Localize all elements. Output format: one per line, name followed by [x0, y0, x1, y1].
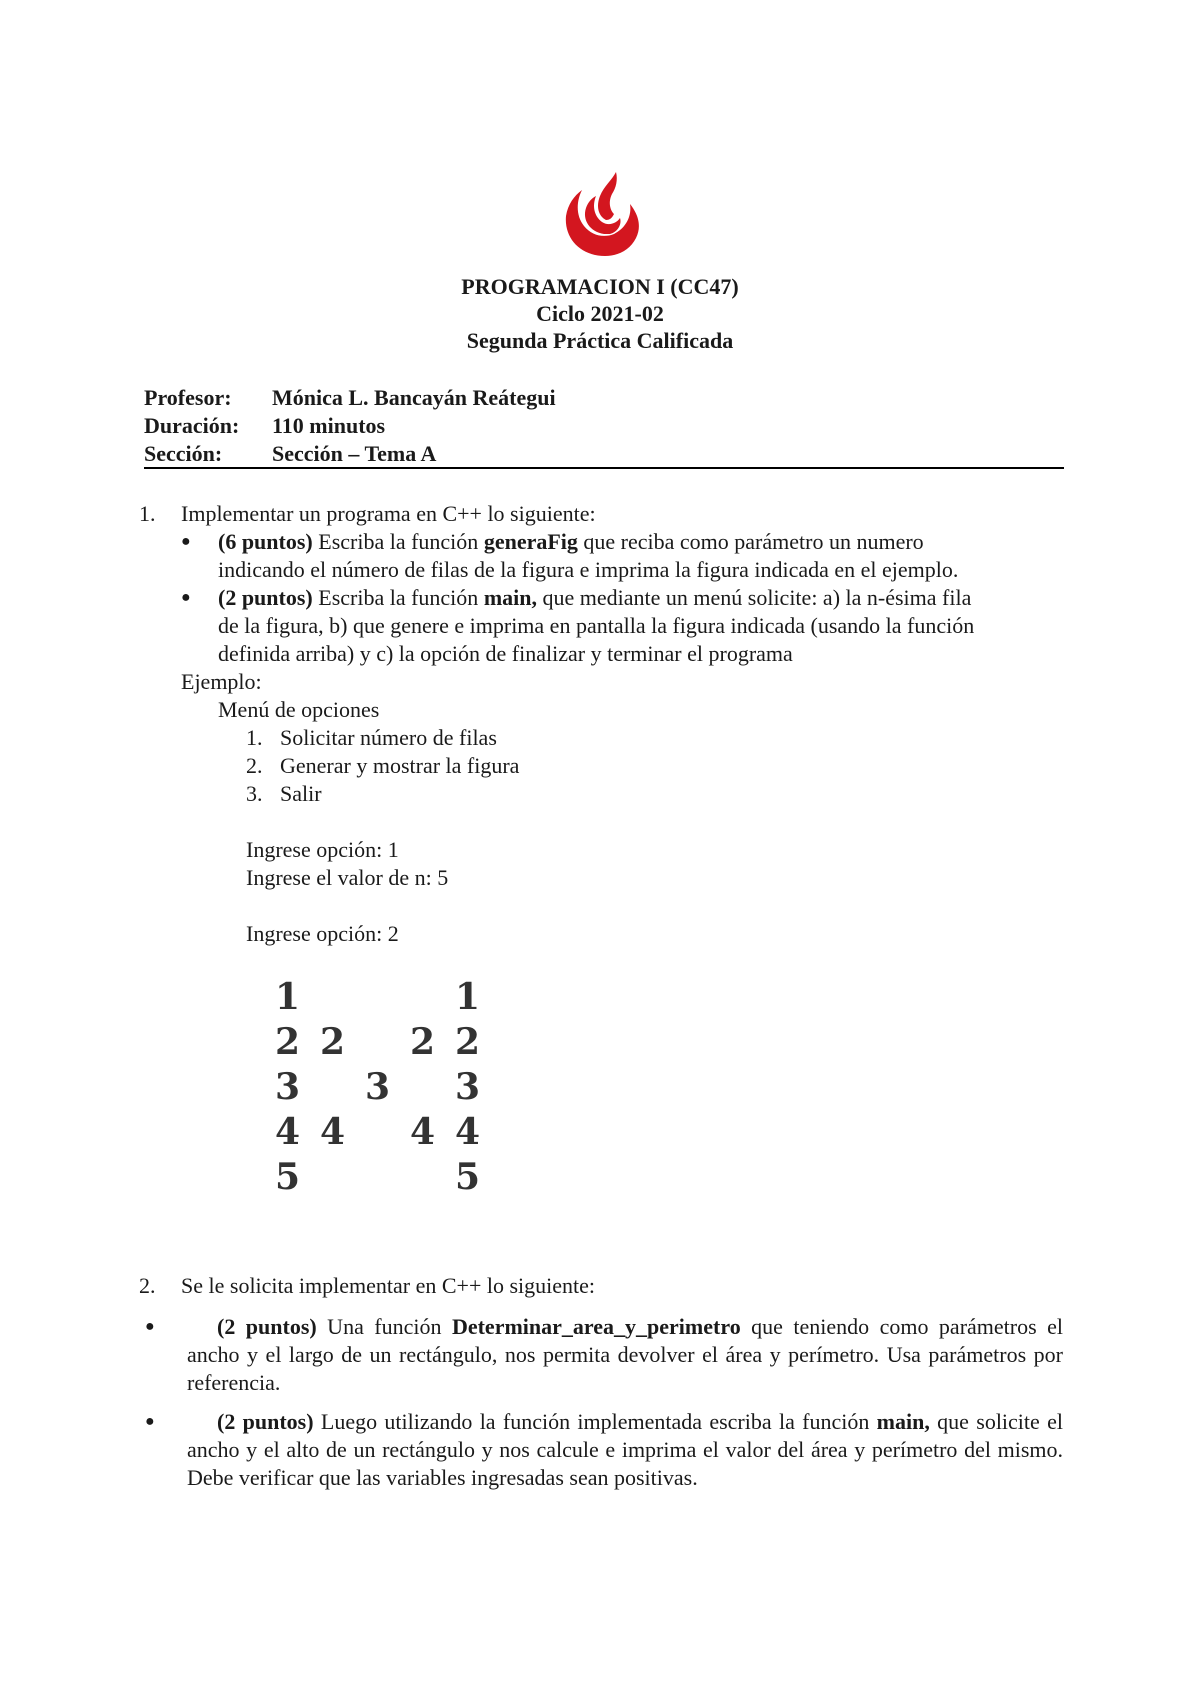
q2-b2-text: Luego utilizando la función implementada escriba la función	[313, 1409, 877, 1434]
console-line: Ingrese opción: 1	[246, 837, 399, 862]
q1-b2-function: main,	[483, 585, 537, 610]
q1-number: 1.	[139, 501, 156, 526]
q2-intro-text: Se le solicita implementar en C++ lo siguiente:	[181, 1273, 596, 1298]
upc-flame-logo	[560, 170, 650, 260]
q1-b2-text: que mediante un menú solicite: a) la n-ésima fila	[537, 585, 972, 610]
menu-item-number: 2.	[246, 753, 263, 778]
menu-item	[246, 752, 519, 780]
bullet-icon: ●	[181, 533, 191, 550]
course-title: PROGRAMACION I (CC47)	[461, 274, 739, 299]
figure-digit: 2	[275, 1021, 301, 1063]
console-line: Ingrese el valor de n: 5	[246, 865, 449, 890]
figure-digit: 1	[455, 976, 481, 1018]
meta-row-duration	[144, 412, 556, 440]
figure-digit: 4	[275, 1111, 301, 1153]
figure-digit: 1	[275, 976, 301, 1018]
meta-row-professor	[144, 384, 556, 412]
figure-digit: 3	[455, 1066, 481, 1108]
figure-digit: 5	[455, 1156, 481, 1198]
cycle-title: Ciclo 2021-02	[536, 301, 664, 326]
bullet-icon: ●	[145, 1413, 155, 1430]
q1-bullet-1	[181, 528, 1061, 584]
q2-b1-function: Determinar_area_y_perimetro	[451, 1314, 741, 1339]
meta-value: Mónica L. Bancayán Reátegui	[272, 385, 556, 410]
meta-label: Sección:	[144, 441, 223, 466]
q2-b2-function: main,	[876, 1409, 930, 1434]
q2-number: 2.	[139, 1273, 156, 1298]
bullet-icon: ●	[181, 589, 191, 606]
menu-item-number: 3.	[246, 781, 263, 806]
figure-digit: 4	[410, 1111, 436, 1153]
exam-meta	[144, 384, 556, 468]
q2-intro	[139, 1272, 595, 1300]
q2-b1-text: Una función	[316, 1314, 452, 1339]
menu-list	[246, 724, 519, 808]
meta-label: Profesor:	[144, 385, 232, 410]
q1-b2-text: definida arriba) y c) la opción de finalizar y terminar el programa	[218, 641, 793, 666]
q1-intro	[139, 500, 596, 528]
meta-value: 110 minutos	[272, 413, 386, 438]
q1-b2-text: Escriba la función	[312, 585, 484, 610]
menu-title: Menú de opciones	[218, 697, 380, 722]
q2-b2-points: (2 puntos)	[217, 1409, 314, 1434]
console-line: Ingrese opción: 2	[246, 921, 399, 946]
figure-digit: 3	[365, 1066, 391, 1108]
figure-digit: 4	[320, 1111, 346, 1153]
menu-item	[246, 780, 519, 808]
menu-item-number: 1.	[246, 725, 263, 750]
menu-item-text: Salir	[280, 781, 322, 806]
exam-title: Segunda Práctica Calificada	[466, 328, 734, 353]
figure-digit: 2	[455, 1021, 481, 1063]
menu-item	[246, 724, 519, 752]
q1-bullet-2	[181, 584, 1061, 668]
example-label: Ejemplo:	[181, 669, 262, 694]
q1-b1-text: Escriba la función	[312, 529, 484, 554]
q1-b2-text: de la figura, b) que genere e imprima en pantalla la figura indicada (usando la función	[218, 613, 975, 638]
q2-bullet-1	[145, 1313, 1063, 1397]
meta-value: Sección – Tema A	[272, 441, 437, 466]
header-divider	[144, 467, 1064, 469]
q1-b2-points: (2 puntos)	[218, 585, 313, 610]
q2-b1-points: (2 puntos)	[217, 1314, 317, 1339]
bullet-icon: ●	[145, 1318, 155, 1335]
q2-b1-text: que teniendo como parámetros el ancho y el largo de un rectángulo, nos permita devolver el área y perímetro. Usa parámetros por referencia.	[187, 1314, 1063, 1395]
figure-digit: 5	[275, 1156, 301, 1198]
q1-b1-function: generaFig	[483, 529, 578, 554]
meta-row-section	[144, 440, 556, 468]
figure-digit: 2	[410, 1021, 436, 1063]
meta-label: Duración:	[144, 413, 240, 438]
q1-b1-text: que reciba como parámetro un numero	[577, 529, 924, 554]
figure-digit: 4	[455, 1111, 481, 1153]
menu-item-text: Solicitar número de filas	[280, 725, 497, 750]
q2-b2-text: que solicite el ancho y el alto de un rectángulo y nos calcule e imprima el valor del área y perímetro del mismo. Debe verificar que las variables ingresadas sean positivas.	[187, 1409, 1063, 1490]
menu-item-text: Generar y mostrar la figura	[280, 753, 520, 778]
q1-b1-points: (6 puntos)	[218, 529, 313, 554]
q1-intro-text: Implementar un programa en C++ lo siguiente:	[181, 501, 596, 526]
figure-digit: 2	[320, 1021, 346, 1063]
q2-bullet-2	[145, 1408, 1063, 1492]
q1-b1-text: indicando el número de filas de la figura e imprima la figura indicada en el ejemplo.	[218, 557, 959, 582]
example-figure	[270, 976, 490, 1206]
figure-digit: 3	[275, 1066, 301, 1108]
